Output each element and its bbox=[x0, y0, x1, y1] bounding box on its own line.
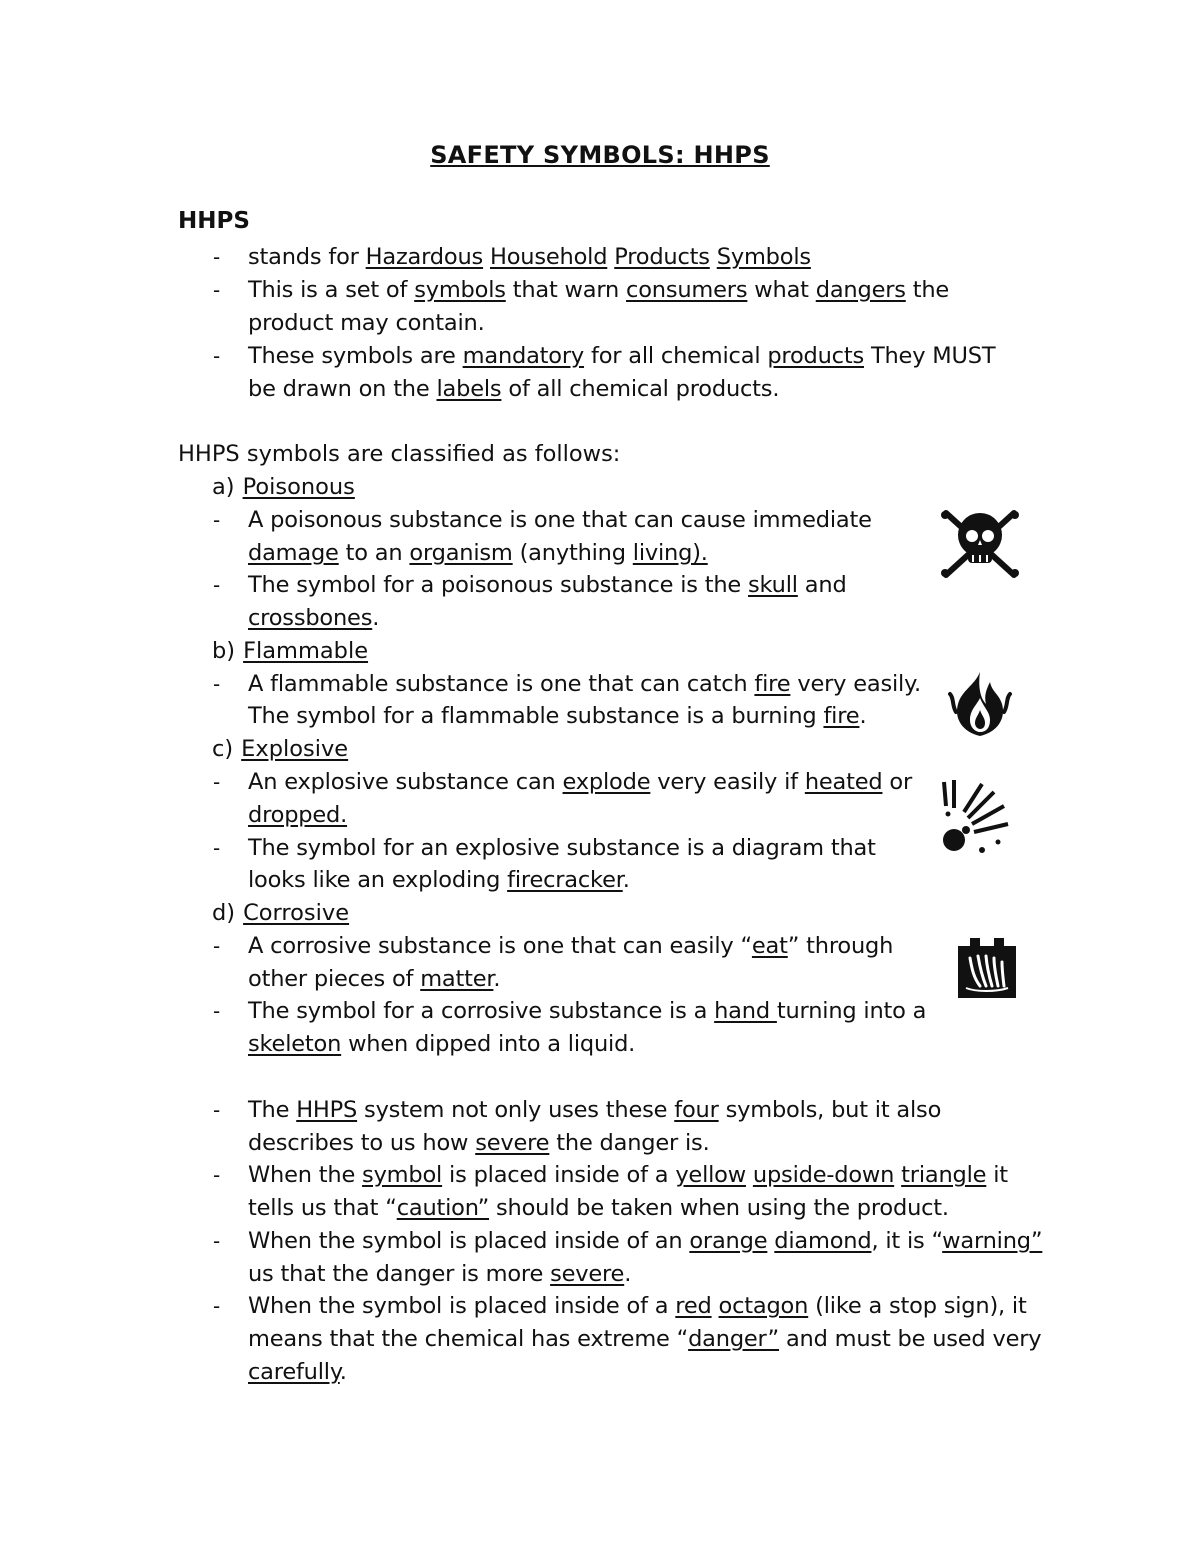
levels-line-6: us that the danger is more severe. bbox=[248, 1261, 632, 1287]
explosive-line-4: looks like an exploding firecracker. bbox=[248, 867, 630, 893]
levels-line-2: describes to us how severe the danger is. bbox=[248, 1130, 710, 1156]
explosive-line-1: An explosive substance can explode very easily if heated or bbox=[248, 769, 913, 795]
poisonous-line-3: The symbol for a poisonous substance is the skull and bbox=[248, 572, 847, 598]
bullet-dash: - bbox=[213, 672, 221, 696]
flame-icon bbox=[944, 668, 1016, 740]
bullet-dash: - bbox=[213, 1229, 221, 1253]
bullet-dash: - bbox=[213, 508, 221, 532]
flammable-line-2: The symbol for a flammable substance is a burning fire. bbox=[248, 703, 867, 729]
levels-line-4: tells us that “caution” should be taken when using the product. bbox=[248, 1195, 949, 1221]
intro-line-1: stands for Hazardous Household Products Symbols bbox=[248, 244, 811, 270]
section-heading: HHPS bbox=[178, 208, 250, 234]
corrosive-line-2: other pieces of matter. bbox=[248, 966, 501, 992]
corrosive-label: d) Corrosive bbox=[212, 900, 350, 926]
corrosive-line-4: skeleton when dipped into a liquid. bbox=[248, 1031, 636, 1057]
intro-line-5: be drawn on the labels of all chemical products. bbox=[248, 376, 780, 402]
bullet-dash: - bbox=[213, 1098, 221, 1122]
bullet-dash: - bbox=[213, 999, 221, 1023]
explosive-label: c) Explosive bbox=[212, 736, 349, 762]
explosive-line-3: The symbol for an explosive substance is a diagram that bbox=[248, 835, 876, 861]
levels-line-7: When the symbol is placed inside of a red octagon (like a stop sign), it bbox=[248, 1293, 1027, 1319]
levels-line-5: When the symbol is placed inside of an orange diamond, it is “warning” bbox=[248, 1228, 1043, 1254]
corrosive-hand-icon bbox=[956, 936, 1018, 1000]
classified-line: HHPS symbols are classified as follows: bbox=[178, 441, 621, 467]
explosive-line-2: dropped. bbox=[248, 802, 348, 828]
explosion-icon bbox=[938, 778, 1012, 856]
bullet-dash: - bbox=[213, 1163, 221, 1187]
page-title: SAFETY SYMBOLS: HHPS bbox=[430, 141, 770, 169]
bullet-dash: - bbox=[213, 934, 221, 958]
intro-line-2: This is a set of symbols that warn consumers what dangers the bbox=[248, 277, 950, 303]
poisonous-line-2: damage to an organism (anything living). bbox=[248, 540, 708, 566]
skull-crossbones-icon bbox=[940, 505, 1020, 581]
flammable-line-1: A flammable substance is one that can catch fire very easily. bbox=[248, 671, 921, 697]
intro-line-3: product may contain. bbox=[248, 310, 485, 336]
poisonous-label: a) Poisonous bbox=[212, 474, 355, 500]
bullet-dash: - bbox=[213, 836, 221, 860]
flammable-label: b) Flammable bbox=[212, 638, 369, 664]
bullet-dash: - bbox=[213, 770, 221, 794]
bullet-dash: - bbox=[213, 344, 221, 368]
intro-line-4: These symbols are mandatory for all chemical products They MUST bbox=[248, 343, 996, 369]
levels-line-1: The HHPS system not only uses these four symbols, but it also bbox=[248, 1097, 942, 1123]
poisonous-line-1: A poisonous substance is one that can cause immediate bbox=[248, 507, 872, 533]
bullet-dash: - bbox=[213, 245, 221, 269]
bullet-dash: - bbox=[213, 1294, 221, 1318]
bullet-dash: - bbox=[213, 278, 221, 302]
bullet-dash: - bbox=[213, 573, 221, 597]
levels-line-9: carefully. bbox=[248, 1359, 347, 1385]
levels-line-3: When the symbol is placed inside of a yellow upside-down triangle it bbox=[248, 1162, 1008, 1188]
corrosive-line-3: The symbol for a corrosive substance is a hand turning into a bbox=[248, 998, 927, 1024]
corrosive-line-1: A corrosive substance is one that can easily “eat” through bbox=[248, 933, 894, 959]
poisonous-line-4: crossbones. bbox=[248, 605, 380, 631]
levels-line-8: means that the chemical has extreme “danger” and must be used very bbox=[248, 1326, 1042, 1352]
